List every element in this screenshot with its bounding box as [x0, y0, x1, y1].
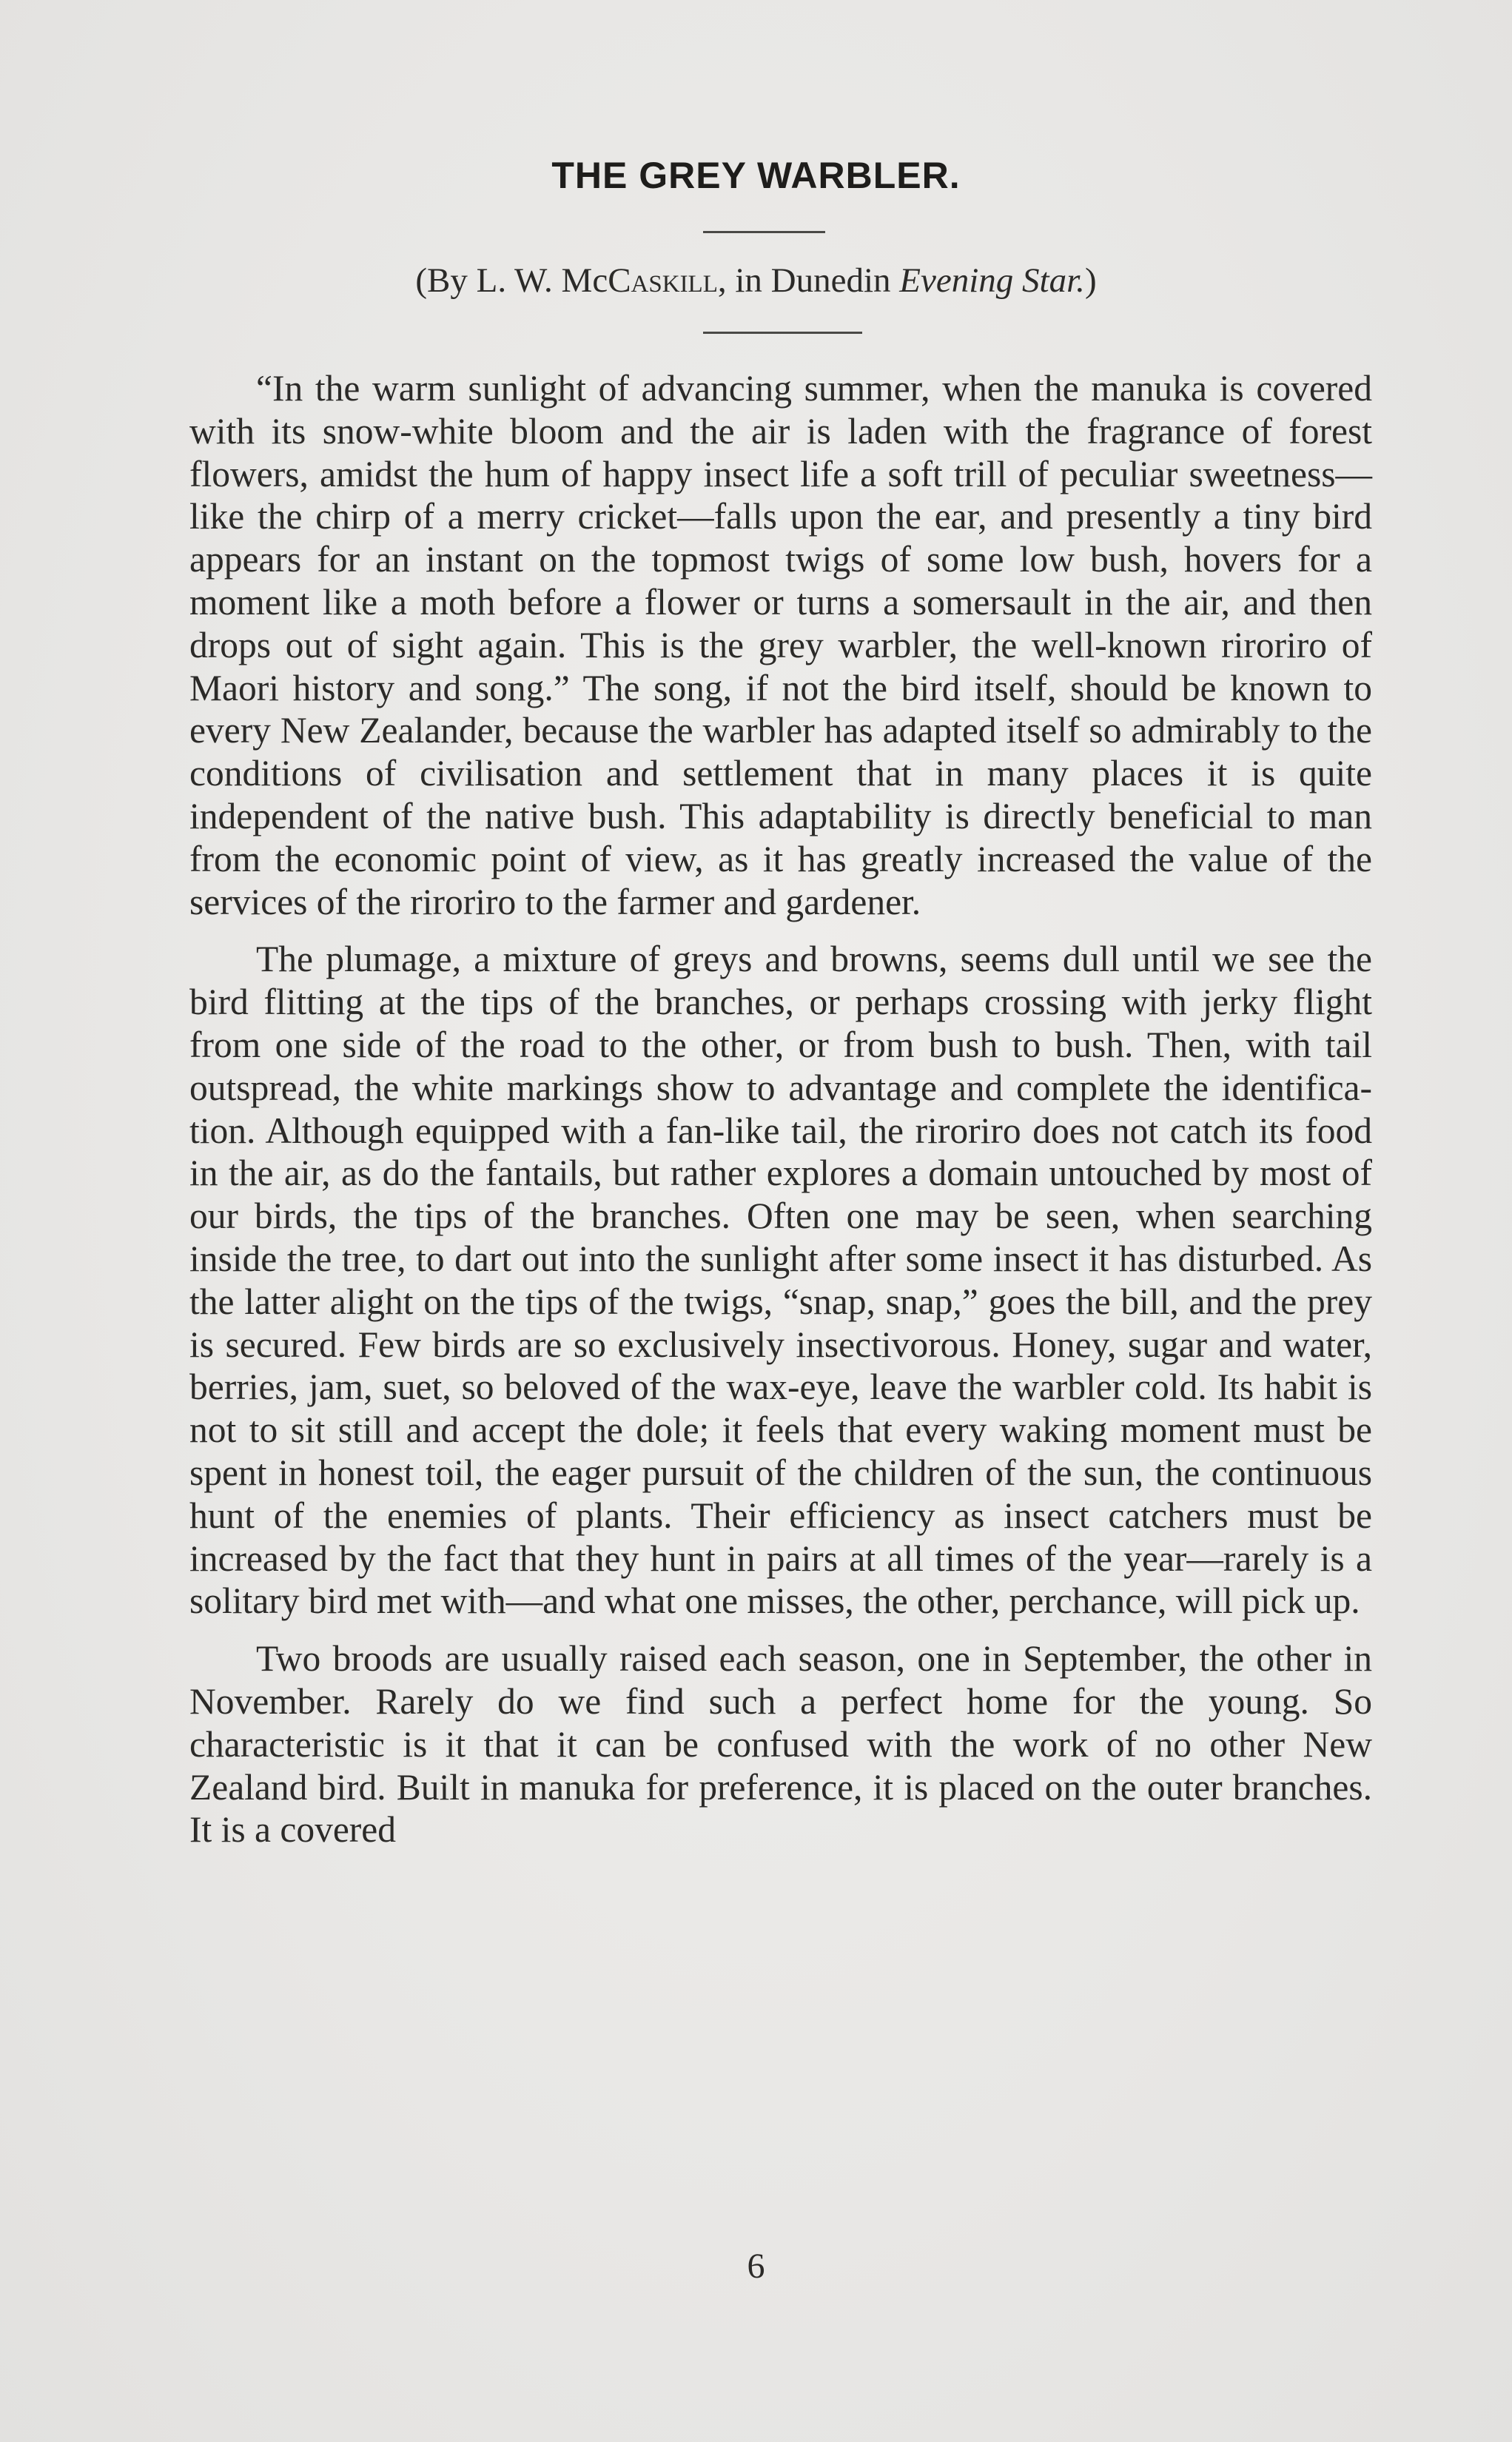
paragraph-3: Two broods are usually raised each season, one in September, the other in November. Rarely do we find such a perfect home for the young. So characteristic is it that it can be confused with the work of no other New Zealand bird. Built in manuka for preference, it is placed on the outer branches. It is a covered — [189, 1638, 1372, 1851]
byline-close: ) — [1084, 261, 1097, 300]
paragraph-2: The plumage, a mixture of greys and browns, seems dull until we see the bird flitting at the tips of the branches, or perhaps crossing with jerky flight from one side of the road to the other, or from bush to bush. Then, with tail outspread, the white markings show to advantage and complete the identification. Although equipped with a fan-like tail, the riroriro does not catch its food in the air, as do the fantails, but rather explores a domain untouched by most of our birds, the tips of the branches. Often one may be seen, when searching inside the tree, to dart out into the sunlight after some insect it has disturbed. As the latter alight on the tips of the twigs, “snap, snap,” goes the bill, and the prey is secured. Few birds are so exclusively insectivorous. Honey, sugar and water, berries, jam, suet, so beloved of the wax-eye, leave the warbler cold. Its habit is not to sit still and accept the dole; it feels that every waking moment must be spent in honest toil, the eager pursuit of the children of the sun, the continuous hunt of the enemies of plants. Their efficiency as insect catchers must be increased by the fact that they hunt in pairs at all times of the year—rarely is a solitary bird met with—and what one misses, the other, perchance, will pick up. — [189, 939, 1372, 1622]
paragraph-1: “In the warm sunlight of advancing summer, when the manuka is covered with its snow-white bloom and the air is laden with the fragrance of forest flowers, amidst the hum of happy insect life a soft trill of peculiar sweetness—like the chirp of a merry cricket—falls upon the ear, and presently a tiny bird appears for an instant on the topmost twigs of some low bush, hovers for a moment like a moth before a flower or turns a somersault in the air, and then drops out of sight again. This is the grey warbler, the well-known riroriro of Maori history and song.” The song, if not the bird itself, should be known to every New Zealander, because the warbler has adapted itself so admirably to the conditions of civilisation and settlement that in many places it is quite independent of the native bush. This adaptability is directly beneficial to man from the economic point of view, as it has greatly increased the value of the services of the riroriro to the farmer and gardener. — [189, 368, 1372, 922]
byline-middle: , in Dunedin — [717, 261, 900, 300]
byline — [0, 261, 1512, 301]
byline-open: (By L. W. Mc — [415, 261, 608, 300]
title-divider — [703, 231, 825, 233]
byline-divider — [703, 332, 862, 334]
byline-surname: Caskill — [608, 261, 718, 300]
article-title: THE GREY WARBLER. — [551, 155, 961, 196]
page-number: 6 — [747, 2247, 765, 2286]
byline-publication: Evening Star. — [899, 261, 1085, 300]
article-body — [189, 367, 1372, 1851]
